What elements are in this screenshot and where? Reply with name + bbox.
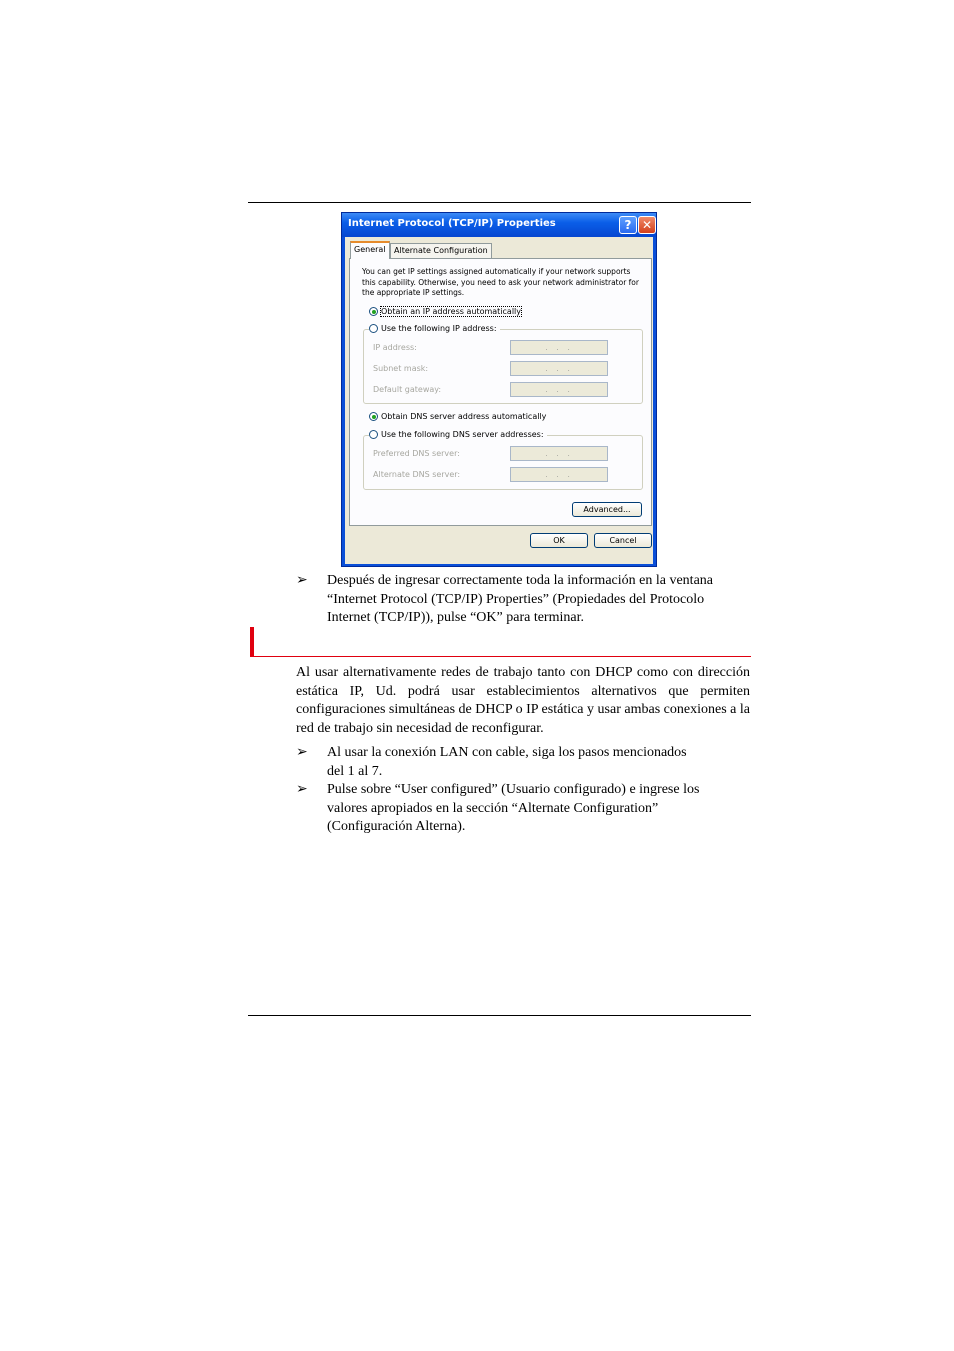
ip-address-field[interactable]: . . . <box>510 340 608 355</box>
general-panel <box>349 258 652 526</box>
radio-unselected-icon <box>369 324 378 333</box>
step-text: Después de ingresar correctamente toda la información en la ventana “Internet Protocol (TCP/IP) Properties” (Propiedades del Protocolo Internet (TCP/IP)), pulse “OK” para terminar. <box>327 573 713 625</box>
alternate-dns-field[interactable]: . . . <box>510 467 608 482</box>
ok-button[interactable]: OK <box>530 533 588 548</box>
radio-obtain-dns-label: Obtain DNS server address automatically <box>381 412 547 421</box>
bullet-arrow-icon: ➢ <box>296 573 308 588</box>
header-rule <box>248 202 751 203</box>
radio-selected-icon <box>369 307 378 316</box>
list-item: Pulse sobre “User configured” (Usuario configurado) e ingrese los valores apropiados en la sección “Alternate Configuration” (Configuración Alterna). <box>327 782 700 834</box>
tab-alternate-configuration[interactable]: Alternate Configuration <box>390 243 492 258</box>
bullet-arrow-icon: ➢ <box>296 745 308 760</box>
radio-use-dns-label: Use the following DNS server addresses: <box>381 430 544 439</box>
section-marker <box>250 627 254 656</box>
radio-selected-icon <box>369 412 378 421</box>
help-icon[interactable]: ? <box>619 216 637 234</box>
tcpip-properties-dialog <box>341 212 657 567</box>
cancel-button[interactable]: Cancel <box>594 533 652 548</box>
alternate-dns-label: Alternate DNS server: <box>373 470 461 479</box>
static-dns-group <box>363 435 643 490</box>
radio-use-dns[interactable] <box>369 430 547 439</box>
advanced-button[interactable]: Advanced... <box>572 502 642 517</box>
list-item: Al usar la conexión LAN con cable, siga los pasos mencionados del 1 al 7. <box>327 745 687 779</box>
radio-use-ip-label: Use the following IP address: <box>381 324 497 333</box>
radio-obtain-dns[interactable] <box>369 412 546 421</box>
close-icon[interactable]: ✕ <box>638 216 656 234</box>
dialog-client <box>345 237 653 564</box>
radio-use-ip[interactable] <box>369 324 500 333</box>
radio-obtain-ip-label: Obtain an IP address automatically <box>381 307 522 316</box>
alternate-config-paragraph: Al usar alternativamente redes de trabajo tanto con DHCP como con dirección estática IP, Ud. podrá usar establecimientos alternativos que permiten configuraciones simultáneas de DHCP o IP estática y usar ambas conexiones a la red de trabajo sin necesidad de reconfigurar. <box>296 665 750 736</box>
tab-general[interactable]: General <box>350 241 390 259</box>
subnet-mask-label: Subnet mask: <box>373 364 429 373</box>
intro-text: You can get IP settings assigned automatically if your network supports this capability. Otherwise, you need to ask your network administrator for the appropriate IP settings. <box>362 267 639 297</box>
default-gateway-label: Default gateway: <box>373 385 442 394</box>
bullet-arrow-icon: ➢ <box>296 782 308 797</box>
preferred-dns-label: Preferred DNS server: <box>373 449 460 458</box>
default-gateway-field[interactable]: . . . <box>510 382 608 397</box>
subnet-mask-field[interactable]: . . . <box>510 361 608 376</box>
dialog-titlebar[interactable] <box>342 213 656 237</box>
preferred-dns-field[interactable]: . . . <box>510 446 608 461</box>
radio-obtain-ip[interactable] <box>369 307 521 316</box>
section-rule <box>250 656 751 657</box>
dialog-title: Internet Protocol (TCP/IP) Properties <box>348 218 556 229</box>
footer-rule <box>248 1015 751 1016</box>
static-ip-group <box>363 329 643 404</box>
radio-unselected-icon <box>369 430 378 439</box>
ip-address-label: IP address: <box>373 343 417 352</box>
